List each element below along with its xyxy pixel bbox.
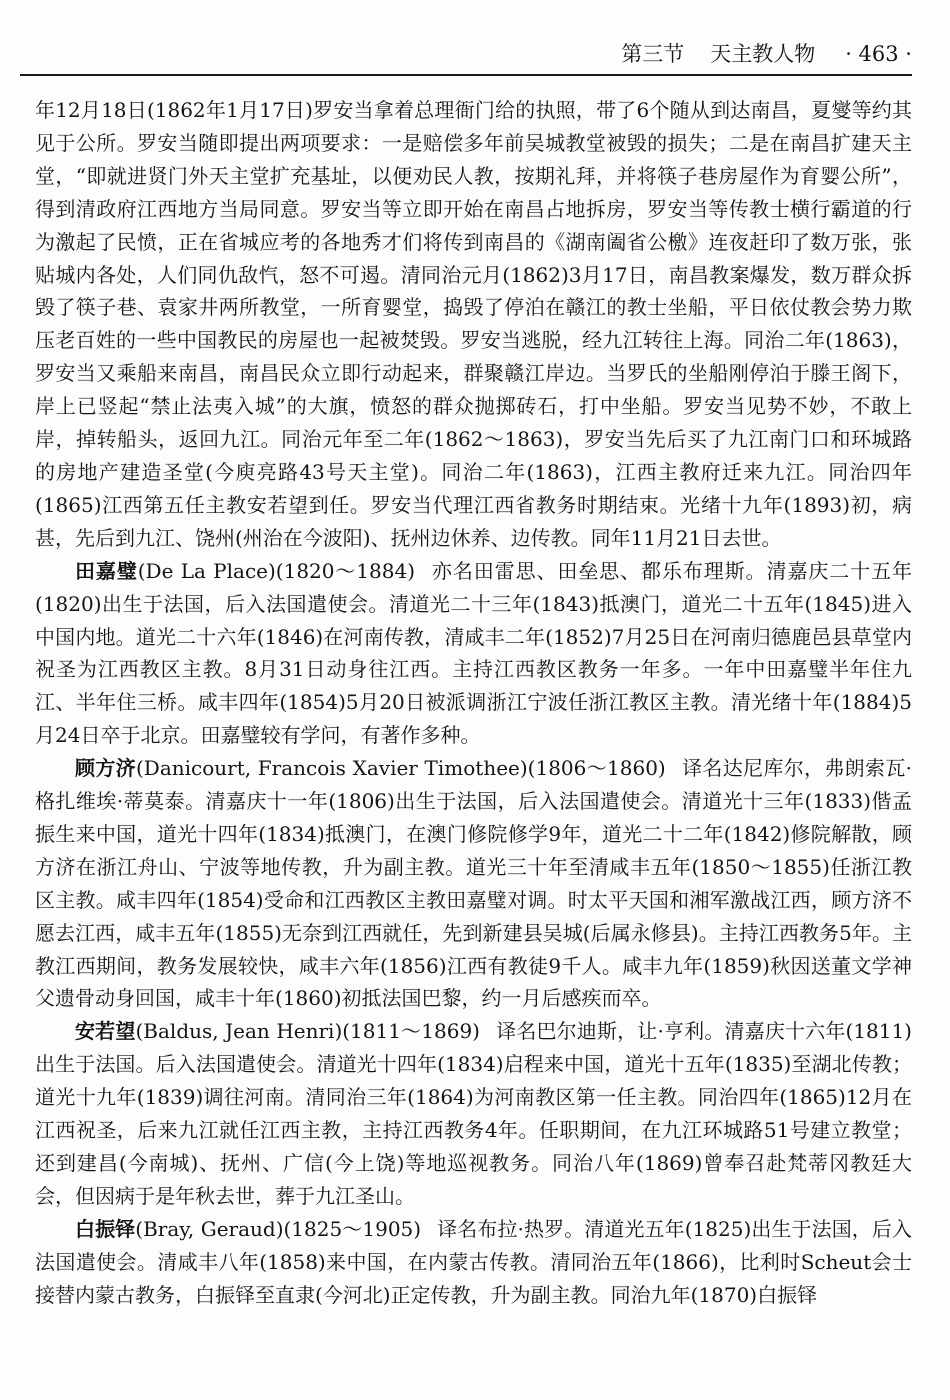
page-number: · 463 · — [845, 42, 912, 66]
section-subject: 天主教人物 — [710, 42, 816, 66]
running-header — [20, 34, 912, 76]
entry-name: 顾方济 — [75, 756, 136, 781]
entry-dates: (Bray, Geraud)(1825～1905) — [135, 1216, 422, 1241]
entry-dates: (De La Place)(1820～1884) — [137, 558, 416, 583]
entry-gu-fangji — [35, 752, 912, 1015]
entry-tian-jiabi — [35, 555, 912, 752]
entry-dates: (Baldus, Jean Henri)(1811～1869) — [135, 1019, 480, 1044]
entry-name: 田嘉璧 — [75, 558, 138, 583]
entry-text: 亦名田雷思、田垒思、都乐布理斯。清嘉庆二十五年(1820)出生于法国，后入法国遣使会。清道光二十三年(1843)抵澳门，道光二十五年(1845)进入中国内地。道光二十六年(1846)在河南传教，清咸丰二年(1852)7月25日在河南归德鹿邑县草堂内祝圣为江西教区主教。8月31日动身往江西。主持江西教区教务一年多。一年中田嘉璧半年住九江、半年住三桥。咸丰四年(1854)5月20日被派调浙江宁波任浙江教区主教。清光绪十年(1884)5月24日卒于北京。田嘉璧较有学问，有著作多种。 — [35, 558, 913, 748]
entry-text: 译名巴尔迪斯，让·亨利。清嘉庆十六年(1811)出生于法国。后入法国遣使会。清道光十四年(1834)启程来中国，道光十五年(1835)至湖北传教；道光十九年(1839)调往河南。清同治三年(1864)为河南教区第一任主教。同治四年(1865)12月在江西祝圣，后来九江就任江西主教，主持江西教务4年。任职期间，在九江环城路51号建立教堂；还到建昌(今南城)、抚州、广信(今上饶)等地巡视教务。同治八年(1869)曾奉召赴梵蒂冈教廷大会，但因病于是年秋去世，葬于九江圣山。 — [35, 1019, 912, 1208]
entry-an-ruowang — [35, 1015, 912, 1212]
continuation-paragraph — [35, 94, 912, 555]
entry-name: 安若望 — [75, 1019, 136, 1044]
entry-dates: (Danicourt, Francois Xavier Timothee)(1806～1860) — [135, 756, 666, 781]
paragraph-text: 年12月18日(1862年1月17日)罗安当拿着总理衙门给的执照，带了6个随从到达南昌，夏燮等约其见于公所。罗安当随即提出两项要求：一是赔偿多年前吴城教堂被毁的损失；二是在南昌扩建天主堂，“即就进贤门外天主堂扩充基址，以便劝民人教，按期礼拜，并将筷子巷房屋作为育婴公所”，得到清政府江西地方当局同意。罗安当等立即开始在南昌占地拆房，罗安当等传教士横行霸道的行为激起了民愤，正在省城应考的各地秀才们将传到南昌的《湖南阖省公檄》连夜赶印了数万张，张贴城内各处，人们同仇敌忾，怒不可遏。清同治元月(1862)3月17日，南昌教案爆发，数万群众拆毁了筷子巷、袁家井两所教堂，一所育婴堂，捣毁了停泊在赣江的教士坐船，平日依仗教会势力欺压老百姓的一些中国教民的房屋也一起被焚毁。罗安当逃脱，经九江转往上海。同治二年(1863)，罗安当又乘船来南昌，南昌民众立即行动起来，群聚赣江岸边。当罗氏的坐船刚停泊于滕王阁下，岸上已竖起“禁止法夷入城”的大旗，愤怒的群众抛掷砖石，打中坐船。罗安当见势不妙，不敢上岸，掉转船头，返回九江。同治元年至二年(1862～1863)，罗安当先后买了九江南门口和环城路的房地产建造圣堂(今庾亮路43号天主堂)。同治二年(1863)，江西主教府迁来九江。同治四年(1865)江西第五任主教安若望到任。罗安当代理江西省教务时期结束。光绪十九年(1893)初，病甚，先后到九江、饶州(州治在今波阳)、抚州边休养、边传教。同年11月21日去世。 — [35, 98, 912, 550]
entry-text: 译名布拉·热罗。清道光五年(1825)出生于法国，后入法国遣使会。清咸丰八年(1858)来中国，在内蒙古传教。清同治五年(1866)，比利时Scheut会士接替内蒙古教务，白振铎至直隶(今河北)正定传教，升为副主教。同治九年(1870)白振铎 — [35, 1216, 912, 1307]
section-label: 第三节 — [621, 42, 685, 66]
body-text — [35, 94, 912, 1312]
entry-text: 译名达尼库尔，弗朗索瓦·格扎维埃·蒂莫泰。清嘉庆十一年(1806)出生于法国，后入法国遣使会。清道光十三年(1833)偕孟振生来中国，道光十四年(1834)抵澳门，在澳门修院修学9年，道光二十二年(1842)修院解散，顾方济在浙江舟山、宁波等地传教，升为副主教。道光三十年至清咸丰五年(1850～1855)任浙江教区主教。咸丰四年(1854)受命和江西教区主教田嘉璧对调。时太平天国和湘军激战江西，顾方济不愿去江西，咸丰五年(1855)无奈到江西就任，先到新建县吴城(后属永修县)。主持江西教务5年。主教江西期间，教务发展较快，咸丰六年(1856)江西有教徒9千人。咸丰九年(1859)秋因送董文学神父遗骨动身回国，咸丰十年(1860)初抵法国巴黎，约一月后感疾而卒。 — [35, 756, 913, 1011]
entry-bai-zhenduo — [35, 1213, 912, 1312]
entry-name: 白振铎 — [75, 1216, 136, 1241]
